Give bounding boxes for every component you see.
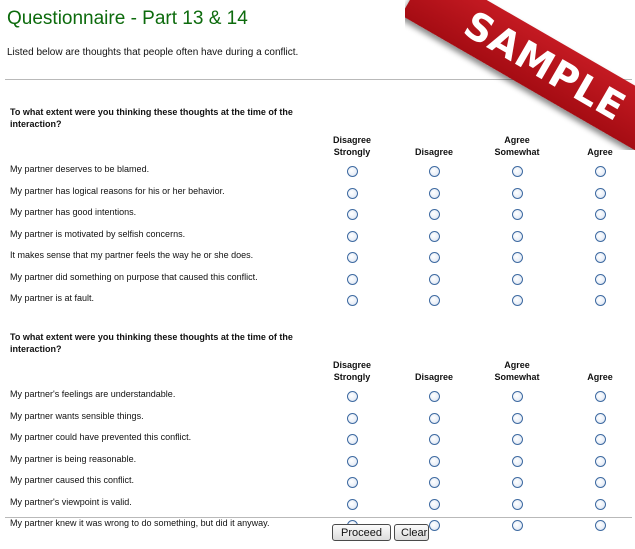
statement-label: My partner has logical reasons for his or her behavior. [10,185,225,196]
rating-radio[interactable] [595,274,606,285]
rating-radio[interactable] [347,188,358,199]
rating-radio[interactable] [512,166,523,177]
question-row [0,496,635,517]
statement-label: My partner could have prevented this conflict. [10,432,192,442]
question-row [0,410,635,431]
statement-label: My partner's feelings are understandable. [10,389,176,399]
question-row [0,206,635,227]
rating-radio[interactable] [512,231,523,242]
question-row [0,271,635,292]
question-row [0,474,635,495]
column-header: Disagree [414,147,454,157]
divider [5,517,632,518]
question-row [0,228,635,249]
rating-radio[interactable] [595,209,606,220]
rating-radio[interactable] [595,231,606,242]
page-title: Questionnaire - Part 13 & 14 [7,8,248,29]
rating-radio[interactable] [347,456,358,467]
rating-radio[interactable] [429,274,440,285]
rating-radio[interactable] [595,252,606,263]
rating-radio[interactable] [347,477,358,488]
rating-radio[interactable] [512,252,523,263]
rating-radio[interactable] [429,499,440,510]
rating-radio[interactable] [512,499,523,510]
statement-label: My partner's viewpoint is valid. [10,496,132,507]
column-header: Disagree Strongly [332,360,372,382]
rating-radio[interactable] [347,295,358,306]
rating-radio[interactable] [429,231,440,242]
column-header: Agree [587,147,613,157]
rating-radio[interactable] [512,477,523,488]
rating-radio[interactable] [512,209,523,220]
question-heading: To what extent were you thinking these thoughts at the time of the interaction? [10,107,293,129]
rating-radio[interactable] [429,477,440,488]
question-row [0,388,635,409]
statement-label: It makes sense that my partner feels the way he or she does. [10,250,254,260]
rating-radio[interactable] [347,252,358,263]
statement-label: My partner did something on purpose that caused this conflict. [10,271,258,282]
sample-watermark [405,0,635,150]
statement-label: My partner is at fault. [10,293,95,303]
question-row [0,453,635,474]
rating-radio[interactable] [595,499,606,510]
intro-text: Listed below are thoughts that people often have during a conflict. [7,47,299,58]
rating-radio[interactable] [595,295,606,306]
statement-label: My partner is being reasonable. [10,453,137,464]
question-heading: To what extent were you thinking these thoughts at the time of the interaction? [10,332,293,354]
rating-radio[interactable] [595,188,606,199]
statement-label: My partner has good intentions. [10,207,137,217]
rating-radio[interactable] [429,434,440,445]
rating-radio[interactable] [512,413,523,424]
rating-radio[interactable] [512,295,523,306]
clear-button[interactable]: Clear [394,524,429,541]
column-header: Agree Somewhat [494,135,540,157]
proceed-button[interactable]: Proceed [332,524,391,541]
rating-radio[interactable] [429,252,440,263]
rating-radio[interactable] [595,166,606,177]
rating-radio[interactable] [347,499,358,510]
statement-label: My partner is motivated by selfish concerns. [10,228,186,239]
statement-label: My partner knew it was wrong to do something, but did it anyway. [10,518,270,528]
column-header: Disagree [414,372,454,382]
rating-radio[interactable] [512,274,523,285]
rating-radio[interactable] [595,434,606,445]
rating-radio[interactable] [595,391,606,402]
question-row [0,163,635,184]
rating-radio[interactable] [347,231,358,242]
rating-radio[interactable] [429,391,440,402]
statement-label: My partner caused this conflict. [10,475,135,485]
column-header: Agree [587,372,613,382]
rating-radio[interactable] [429,166,440,177]
button-bar [0,524,635,544]
rating-radio[interactable] [595,456,606,467]
rating-radio[interactable] [347,413,358,424]
column-header: Agree Somewhat [494,360,540,382]
question-row [0,249,635,270]
statement-label: My partner wants sensible things. [10,410,144,421]
rating-radio[interactable] [429,209,440,220]
question-row [0,185,635,206]
column-header: Disagree Strongly [332,135,372,157]
rating-radio[interactable] [429,295,440,306]
rating-radio[interactable] [512,391,523,402]
rating-radio[interactable] [512,456,523,467]
statement-label: My partner deserves to be blamed. [10,164,150,174]
question-row [0,431,635,452]
sample-ribbon: SAMPLE [405,0,635,150]
rating-radio[interactable] [512,434,523,445]
rating-radio[interactable] [595,477,606,488]
rating-radio[interactable] [429,456,440,467]
rating-radio[interactable] [347,434,358,445]
question-row [0,292,635,313]
rating-radio[interactable] [347,166,358,177]
rating-radio[interactable] [347,209,358,220]
rating-radio[interactable] [429,188,440,199]
rating-radio[interactable] [595,413,606,424]
rating-radio[interactable] [347,274,358,285]
rating-radio[interactable] [512,188,523,199]
rating-radio[interactable] [347,391,358,402]
rating-radio[interactable] [429,413,440,424]
